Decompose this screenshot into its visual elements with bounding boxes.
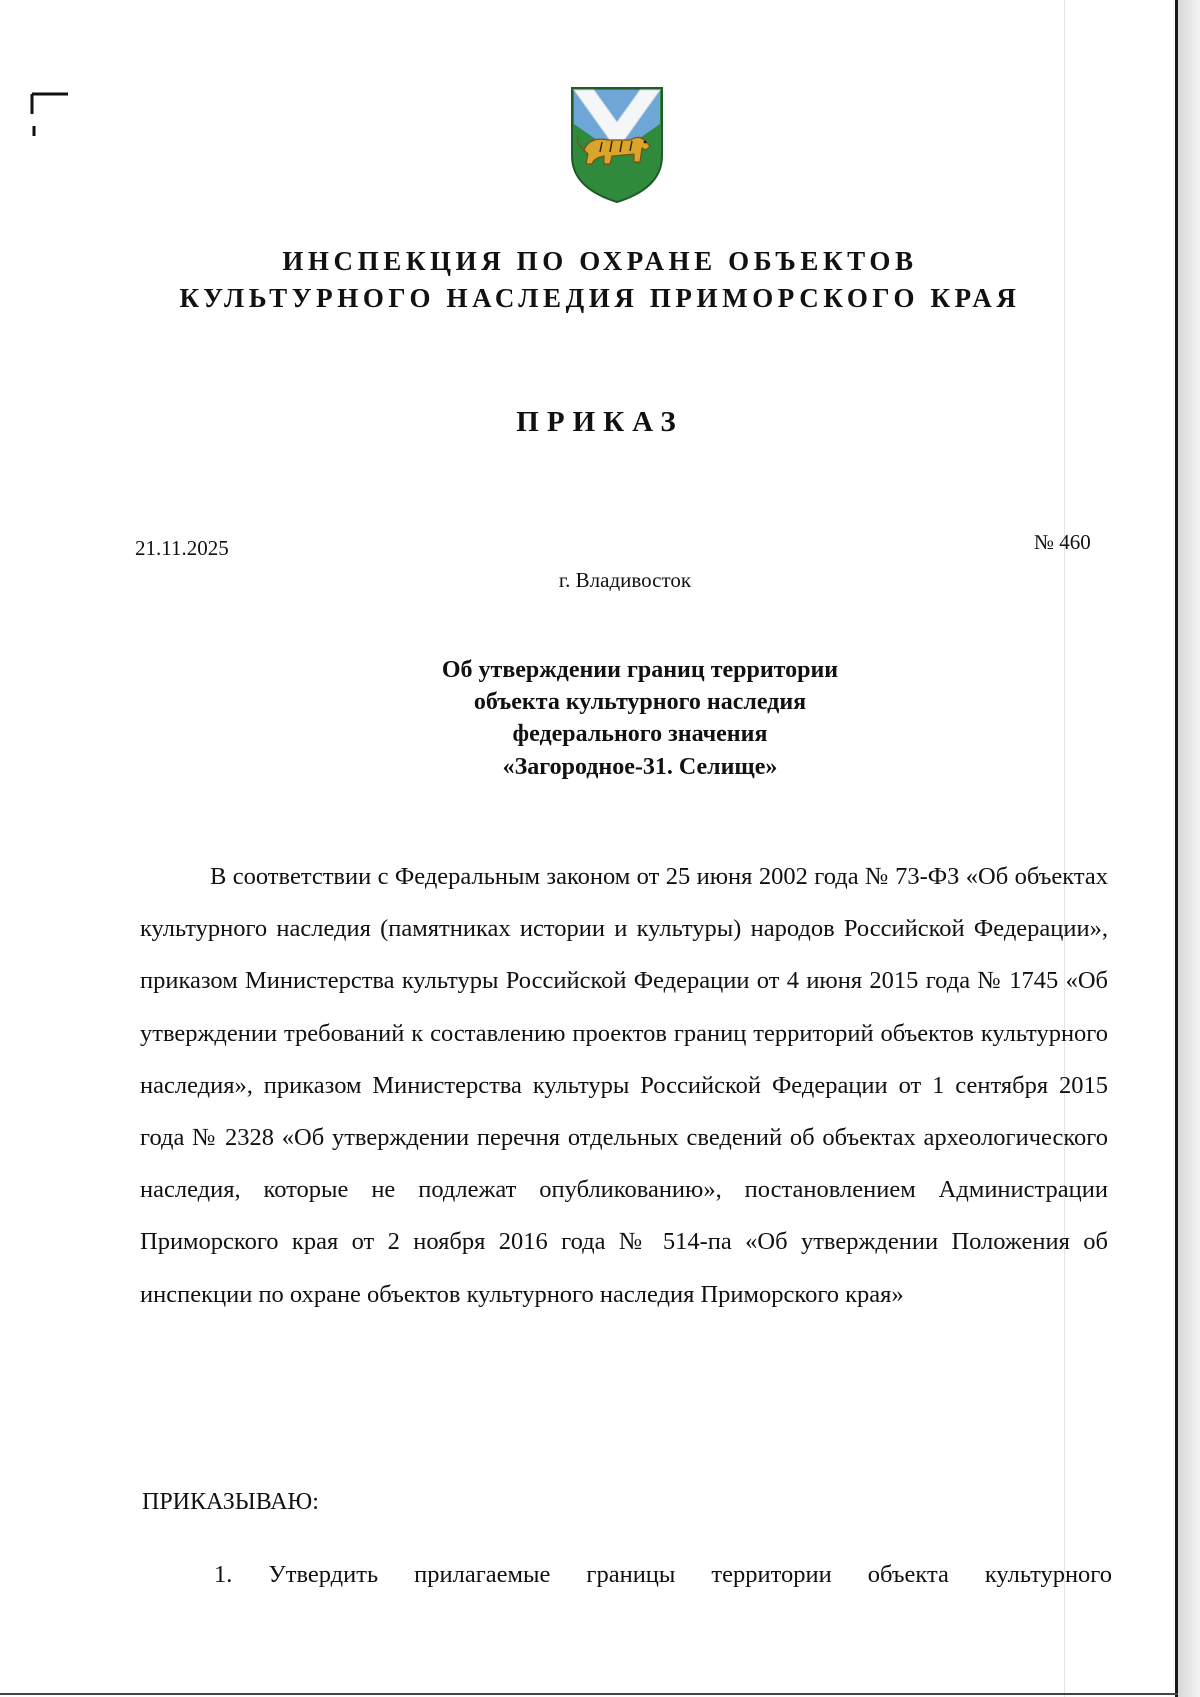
order-item-1: 1. Утвердить прилагаемые границы территории объекта культурного bbox=[214, 1561, 1112, 1588]
subject-line-4: «Загородное-31. Селище» bbox=[502, 754, 778, 780]
order-number: № 460 bbox=[1034, 530, 1091, 554]
organization-title-line-1: ИНСПЕКЦИЯ ПО ОХРАНЕ ОБЪЕКТОВ bbox=[282, 246, 918, 276]
primorsky-krai-coat-of-arms-icon bbox=[568, 84, 666, 206]
organization-title-line-2: КУЛЬТУРНОГО НАСЛЕДИЯ ПРИМОРСКОГО КРАЯ bbox=[179, 283, 1021, 313]
subject-line-1: Об утверждении границ территории bbox=[441, 657, 839, 683]
corner-registration-mark bbox=[30, 90, 70, 140]
scan-edge-bottom bbox=[0, 1693, 1178, 1695]
subject-line-2: объекта культурного наследия bbox=[473, 689, 807, 715]
order-date: 21.11.2025 bbox=[135, 536, 229, 560]
order-city: г. Владивосток bbox=[558, 568, 692, 592]
document-type-heading: ПРИКАЗ bbox=[516, 406, 684, 438]
subject-line-3: федерального значения bbox=[512, 721, 768, 747]
order-directive-heading: ПРИКАЗЫВАЮ: bbox=[142, 1489, 319, 1515]
preamble-paragraph: В соответствии с Федеральным законом от 25 июня 2002 года № 73-ФЗ «Об объектах культурного наследия (памятниках истории и культуры) народов Российской Федерации», приказом Министерства культуры Российской Федерации от 4 июня 2015 года № 1745 «Об утверждении требований к составлению проектов границ территорий объектов культурного наследия», приказом Министерства культуры Российской Федерации от 1 сентября 2015 года № 2328 «Об утверждении перечня отдельных сведений об объектах археологического наследия, которые не подлежат опубликованию», постановлением Администрации Приморского края от 2 ноября 2016 года № 514-па «Об утверждении Положения об инспекции по охране объектов культурного наследия Приморского края» bbox=[140, 863, 1108, 1308]
